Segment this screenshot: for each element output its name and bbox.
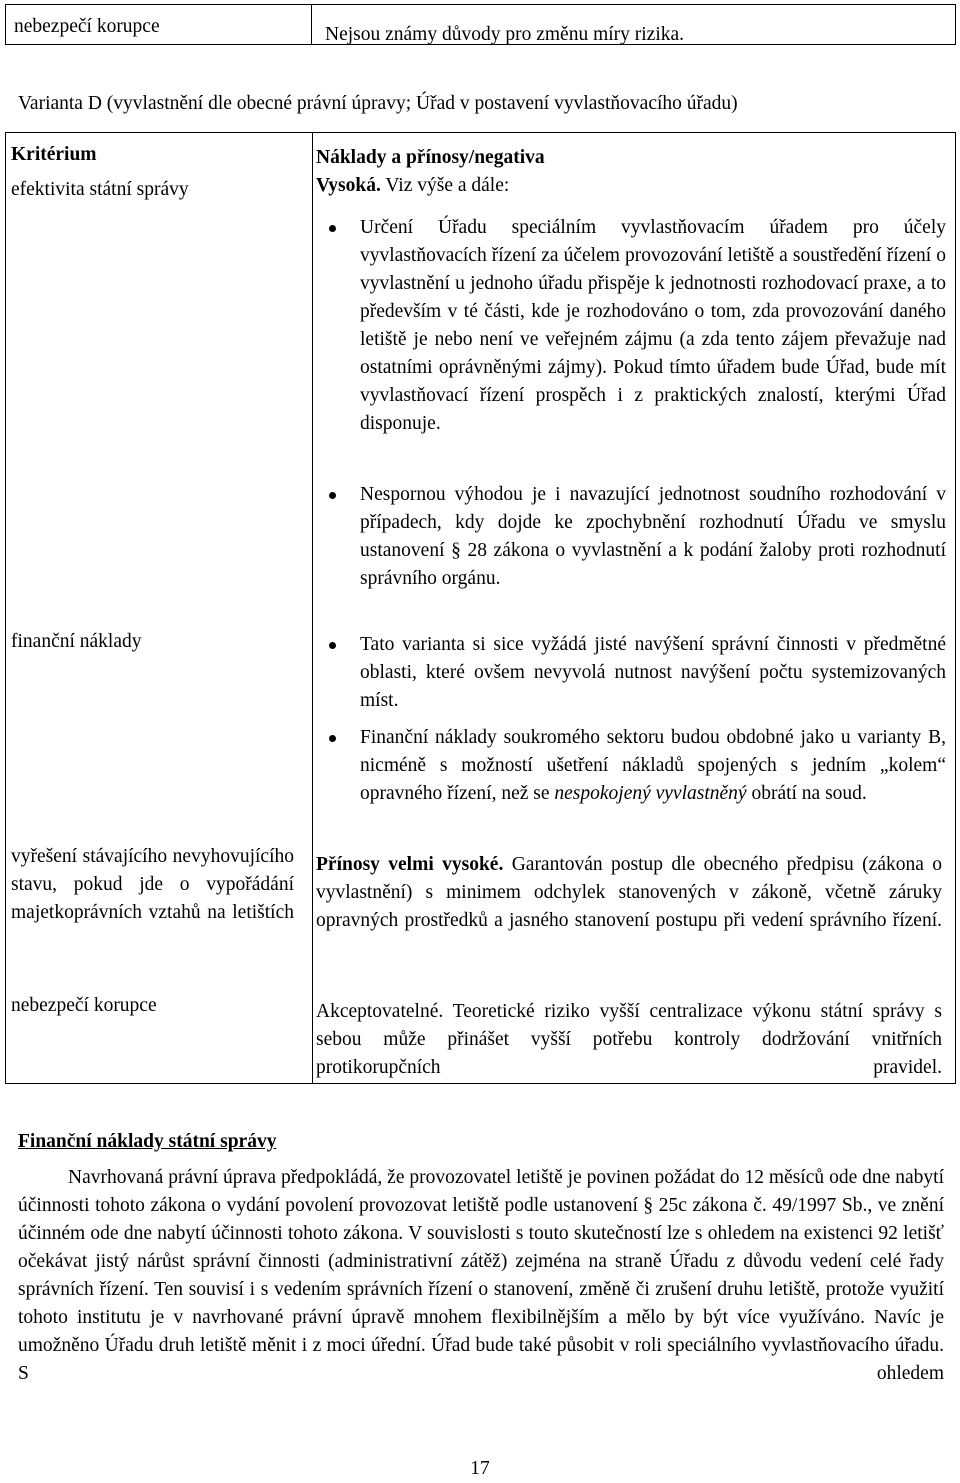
bullet-text-end: obrátí na soud. — [746, 783, 867, 804]
page-number: 17 — [470, 1458, 490, 1479]
list-item — [316, 724, 946, 808]
risk-table-row — [5, 4, 956, 45]
bullet-icon — [329, 225, 336, 232]
column-divider — [312, 133, 313, 1083]
bullet-icon — [329, 735, 336, 742]
row4-text: Akceptovatelné. Teoretické riziko vyšší centralizace výkonu státní správy s sebou může přinášet vyšší potřebu kontroly dodržování vnitřních protikorupčních pravidel. — [316, 1001, 942, 1078]
risk-label: nebezpečí korupce — [6, 5, 312, 44]
row3-body: Garantován postup dle obecného předpisu (zákona o vyvlastnění) s minimem odchylek stanovených v zákoně, včetně záruky opravných prostředků a jasného stanovení postupu při vedení správního řízení. — [316, 854, 942, 931]
row-label-efektivita: efektivita státní správy — [11, 179, 189, 200]
list-item — [316, 481, 946, 593]
risk-value: Nejsou známy důvody pro změnu míry rizika. — [325, 24, 685, 45]
list-item — [316, 214, 946, 438]
list-item — [316, 631, 946, 715]
variant-caption: Varianta D (vyvlastnění dle obecné právní úpravy; Úřad v postavení vyvlastňovacího úřadu) — [18, 93, 738, 114]
bullet-text — [360, 724, 946, 808]
bullet-icon — [329, 492, 336, 499]
row3-rating: Přínosy velmi vysoké. — [316, 854, 504, 875]
header-criterion: Kritérium — [11, 144, 97, 165]
row-label-vyreseni: vyřešení stávajícího nevyhovujícího stavu, pokud jde o vypořádání majetkoprávních vztahů na letištích — [11, 846, 294, 923]
bullet-icon — [329, 642, 336, 649]
row1-intro — [316, 172, 942, 200]
bullet-text-start: Finanční náklady soukromého sektoru budou obdobné jako u varianty B, nicméně s možností ušetření nákladů spojených s jedním „kolem“ opravného řízení, než se — [360, 727, 946, 804]
row1-intro-text: Viz výše a dále: — [380, 175, 510, 196]
body-paragraph — [18, 1164, 944, 1388]
paragraph-text: Navrhovaná právní úprava předpokládá, že provozovatel letiště je povinen požádat do 12 měsíců ode dne nabytí účinnosti tohoto zákona o vydání povolení provozovat letiště podle ustanovení § 25c zákona č. 49/1997 Sb., ve znění účinném ode dne nabytí účinnosti tohoto zákona. V souvislosti s touto skutečností lze s ohledem na existenci 92 letišť očekávat jistý nárůst správní činnosti (administrativní zátěž) zejména na straně Úřadu z důvodu vedení celé řady správních řízení. Ten souvisí i s vedením správních řízení o stanovení, změně či zrušení druhu letiště, protože využití tohoto institutu je v navrhované právní úpravě mnohem flexibilnějším a mělo by být více využíváno. Navíc je umožněno Úřadu druh letiště měnit i z moci úřední. Úřad bude také působit v roli speciálního vyvlastňovacího úřadu. S ohledem — [18, 1167, 944, 1384]
row-label-financni-naklady: finanční náklady — [11, 631, 142, 652]
row3-text — [316, 851, 942, 935]
bullet-text: Nespornou výhodou je i navazující jednotnost soudního rozhodování v případech, kdy dojde ke zpochybnění rozhodnutí Úřadu ve smyslu ustanovení § 28 zákona o vyvlastnění a k podání žaloby proti rozhodnutí správního orgánu. — [360, 484, 946, 589]
header-costs: Náklady a přínosy/negativa — [316, 147, 545, 168]
bullet-text-italic: nespokojený vyvlastněný — [554, 783, 747, 804]
row1-rating: Vysoká. — [316, 175, 381, 196]
section-heading: Finanční náklady státní správy — [18, 1131, 277, 1152]
bullet-text: Určení Úřadu speciálním vyvlastňovacím úřadem pro účely vyvlastňovacích řízení za účelem provozování letiště a soustředění řízení o vyvlastnění u jednoho úřadu přispěje k jednotnosti rozhodovací praxe, a to především v té části, kde je rozhodováno o tom, zda provozování daného letiště je nebo není ve veřejném zájmu (a zda tento zájem převažuje nad ostatními oprávněnými zájmy). Pokud tímto úřadem bude Úřad, bude mít vyvlastňovací řízení prospěch i z praktických znalostí, kterými Úřad disponuje. — [360, 217, 946, 434]
row-label-korupce: nebezpečí korupce — [11, 995, 157, 1016]
bullet-text: Tato varianta si sice vyžádá jisté navýšení správní činnosti v předmětné oblasti, které ovšem nevyvolá nutnost navýšení počtu systemizovaných míst. — [360, 634, 946, 711]
